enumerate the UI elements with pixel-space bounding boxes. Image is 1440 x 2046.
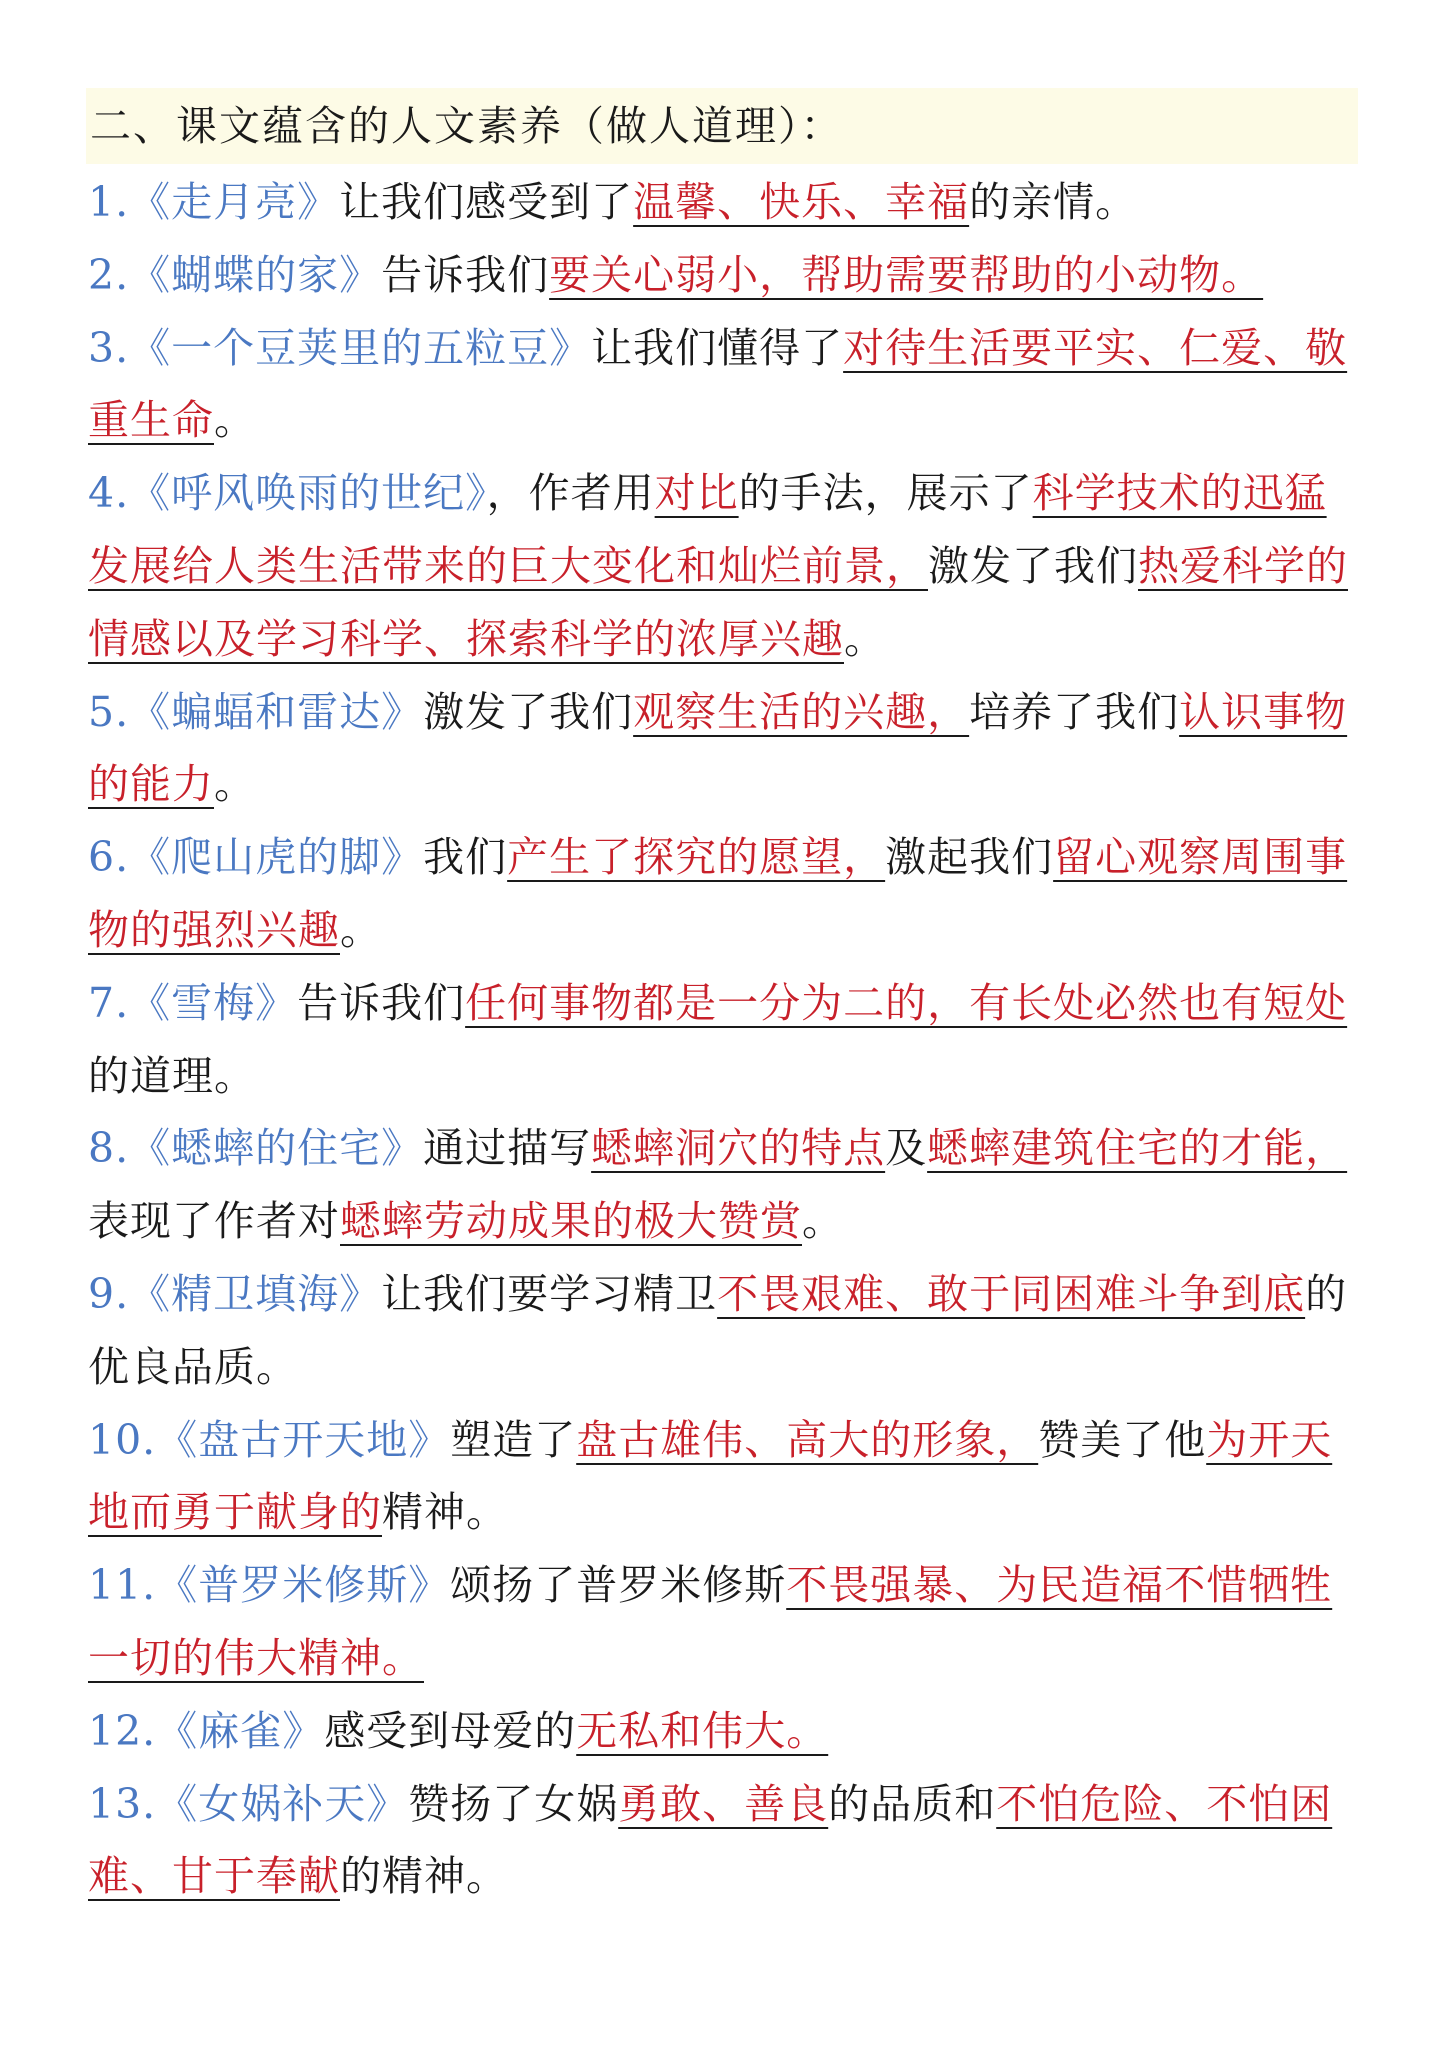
body-text: 。: [340, 905, 382, 954]
body-text: 赞扬了女娲: [408, 1779, 619, 1828]
lesson-title: 2.《蝴蝶的家》: [88, 250, 382, 299]
body-text: 感受到母爱的: [324, 1706, 577, 1755]
list-item: [88, 1404, 1358, 1550]
list-item: [88, 967, 1358, 1113]
key-answer: 勇敢、善良: [618, 1779, 829, 1828]
body-text: 培养了我们: [969, 687, 1180, 736]
lesson-title: 7.《雪梅》: [88, 978, 298, 1027]
list-item: [88, 821, 1358, 967]
key-answer: 要关心弱小，帮助需要帮助的小动物。: [549, 250, 1264, 299]
list-item: [88, 1112, 1358, 1258]
key-answer: 无私和伟大。: [576, 1706, 829, 1755]
key-answer: 对待生活要平实、仁爱、敬重生命: [88, 323, 1348, 445]
lesson-list: [88, 166, 1358, 1913]
list-item: [88, 1768, 1358, 1914]
body-text: 的手法，展示了: [738, 469, 1033, 518]
key-answer: 不怕危险、不怕困难、甘于奉献: [88, 1779, 1333, 1901]
key-answer: 不畏强暴、为民造福不惜牺牲一切的伟大精神。: [88, 1561, 1333, 1682]
body-text: 的精神。: [340, 1852, 508, 1901]
lesson-title: 11.《普罗米修斯》: [88, 1561, 451, 1610]
key-answer: 观察生活的兴趣，: [633, 687, 970, 736]
key-answer: 蟋蟀建筑住宅的才能，: [927, 1124, 1348, 1173]
lesson-title: 6.《爬山虎的脚》: [88, 833, 424, 882]
body-text: 的品质和: [828, 1779, 997, 1828]
key-answer: 对比: [654, 469, 739, 518]
lesson-title: 9.《精卫填海》: [88, 1269, 382, 1318]
list-item: [88, 676, 1358, 822]
key-answer: 盘古雄伟、高大的形象，: [576, 1415, 1039, 1464]
key-answer: 热爱科学的情感以及学习科学、探索科学的浓厚兴趣: [88, 541, 1348, 663]
list-item: [88, 1549, 1358, 1695]
key-answer: 产生了探究的愿望，: [507, 833, 886, 882]
body-text: 告诉我们: [381, 250, 550, 299]
body-text: 塑造了: [450, 1415, 577, 1464]
body-text: 精神。: [382, 1488, 508, 1537]
lesson-title: 5.《蝙蝠和雷达》: [88, 687, 424, 736]
key-answer: 留心观察周围事物的强烈兴趣: [88, 833, 1348, 954]
body-text: 赞美了他: [1038, 1415, 1207, 1464]
key-answer: 不畏艰难、敢于同困难斗争到底: [717, 1269, 1306, 1318]
body-text: 让我们要学习精卫: [381, 1269, 718, 1318]
body-text: 及: [885, 1124, 928, 1173]
lesson-title: 1.《走月亮》: [88, 178, 340, 226]
body-text: ，作者用: [486, 469, 655, 518]
key-answer: 认识事物的能力: [88, 687, 1348, 809]
key-answer: 为开天地而勇于献身的: [88, 1415, 1333, 1537]
list-item: [88, 312, 1358, 458]
body-text: 我们: [423, 833, 508, 882]
list-item: [88, 239, 1358, 312]
body-text: 。: [214, 760, 256, 809]
lesson-title: 12.《麻雀》: [88, 1706, 325, 1755]
lesson-title: 3.《一个豆荚里的五粒豆》: [88, 323, 592, 372]
lesson-title: 8.《蟋蟀的住宅》: [88, 1124, 424, 1173]
list-item: [88, 1258, 1358, 1404]
body-text: 。: [802, 1197, 844, 1246]
lesson-title: 13.《女娲补天》: [88, 1779, 409, 1828]
key-answer: 蟋蟀劳动成果的极大赞赏: [340, 1197, 802, 1246]
section-heading: 二、课文蕴含的人文素养（做人道理）：: [90, 102, 844, 150]
body-text: 激发了我们: [423, 687, 634, 736]
body-text: 让我们感受到了: [339, 178, 634, 226]
lesson-title: 10.《盘古开天地》: [88, 1415, 451, 1464]
body-text: 激发了我们: [928, 541, 1138, 590]
key-answer: 任何事物都是一分为二的，有长处必然也有短处: [465, 978, 1348, 1027]
body-text: 。: [214, 396, 256, 445]
body-text: 。: [844, 614, 886, 663]
list-item: [88, 166, 1358, 239]
list-item: [88, 1695, 1358, 1768]
key-answer: 温馨、快乐、幸福: [633, 178, 970, 226]
key-answer: 蟋蟀洞穴的特点: [591, 1124, 886, 1173]
body-text: 的道理。: [88, 1051, 256, 1100]
body-text: 让我们懂得了: [591, 323, 844, 372]
body-text: 通过描写: [423, 1124, 592, 1173]
body-text: 告诉我们: [297, 978, 466, 1027]
body-text: 颂扬了普罗米修斯: [450, 1561, 787, 1610]
key-answer: 科学技术的迅猛发展给人类生活带来的巨大变化和灿烂前景，: [88, 469, 1327, 590]
lesson-title: 4.《呼风唤雨的世纪》: [88, 469, 487, 518]
body-text: 激起我们: [885, 833, 1054, 882]
body-text: 的优良品质。: [88, 1269, 1348, 1391]
body-text: 表现了作者对: [88, 1197, 340, 1246]
body-text: 的亲情。: [969, 178, 1138, 226]
list-item: [88, 457, 1358, 675]
